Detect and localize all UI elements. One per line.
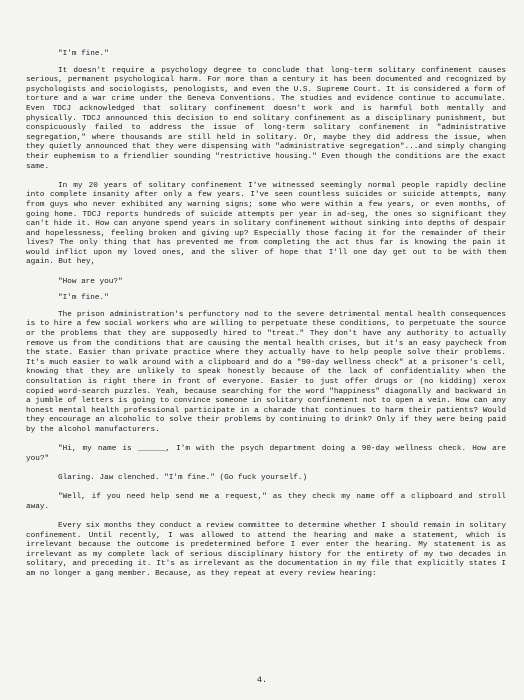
dialogue-im-fine-1: "I'm fine." xyxy=(58,50,109,58)
page-number: 4. xyxy=(256,675,268,685)
paragraph-administration: The prison administration's perfunctory nod to the severe detrimental mental health consequences is to hire a few social workers who are willing to perpetuate these conditions, to perpetuate the source or the problems that they are supposedly hired to "treat." They don't have any authority to actually remove us from the conditions that are causing the mental health crises, but it's an easy paycheck from the state. Easier than private practice where they actually have to help people solve their problems. It's much easier to walk around with a clipboard and do a "90-day wellness check" at a prisoner's cell, knowing that they are unlikely to speak honestly because of the lack of confidentiality when the consultation is right there in front of everyone. Easier to just offer drugs or (no kidding) xerox copied word-search puzzles. Yeah, because searching for the word "happiness" diagonally and backward in a jumble of letters is going to convince someone in solitary confinement not to open a vein. How can any honest mental health professional participate in a charade that continues to harm their patients? Would they encourage an alcoholic to solve their problems by continuing to drink? Only if they were being paid by the alcohol manufacturers. xyxy=(26,310,506,434)
dialogue-im-fine-2: "I'm fine." xyxy=(58,294,109,303)
dialogue-send-request: "Well, if you need help send me a request," as they check my name off a clipboard and stroll away. xyxy=(26,493,506,511)
paragraph-solitary-harm: It doesn't require a psychology degree to conclude that long-term solitary confinement causes serious, permanent psychological harm. For more than a century it has been documented and recognized by psychologists and sociologists, penologists, and even the U.S. Supreme Court. It is considered a form of torture and a war crime under the Geneva Conventions. The studies and evidence continue to accumulate. Even TDCJ acknowledged that solitary confinement doesn't work and is harmful both mentally and physically. TDCJ announced this decision to end solitary confinement as a disciplinary punishment, but conspicuously failed to address the issue of long-term solitary confinement in "administrative segregation," where thousands are still held in solitary. Or, maybe they did address the issue, when they quietly announced that they were dispensing with "administrative segregation"...and simply changing their euphemism to a friendlier sounding "restrictive housing." Even though the conditions are the exact same. xyxy=(26,66,506,171)
paragraph-review-committee: Every six months they conduct a review committee to determine whether I should remain in solitary confinement. Until recently, I was allowed to attend the hearing and make a statement, which is irrelevant because the outcome is predetermined before I ever enter the hearing. My statement is as irrelevant as my complete lack of serious disciplinary history for the entirety of my two decades in solitary, and preceding it. It's as irrelevant as the documentation in my file that explicitly states I am no longer a gang member. Because, as they repeat at every review hearing: xyxy=(26,521,506,578)
paragraph-20-years: In my 20 years of solitary confinement I've witnessed seemingly normal people rapidly decline into complete insanity after only a few years. I've seen countless suicides or suicide attempts, many from guys who never exhibited any warning signs; some who were within a few years, or even months, of going home. TDCJ reports hundreds of suicide attempts per year in ad-seg, the ones so significant they can't hide it. How can anyone spend years in solitary confinement without sinking into depths of despair and hopelessness, feeling broken and giving up? Especially those facing it for the remainder of their lives? The only thing that has prevented me from completing the act thus far is knowing the pain it would inflict upon my loved ones, and the sliver of hope that I'll one day get out to be with them again. But hey, xyxy=(26,181,506,267)
paragraph-glaring: Glaring. Jaw clenched. "I'm fine." (Go fuck yourself.) xyxy=(58,473,308,482)
dialogue-how-are-you: "How are you?" xyxy=(58,277,123,286)
dialogue-wellness-check: "Hi, my name is ______, I'm with the psych department doing a 90-day wellness check. How are you?" xyxy=(26,445,506,463)
